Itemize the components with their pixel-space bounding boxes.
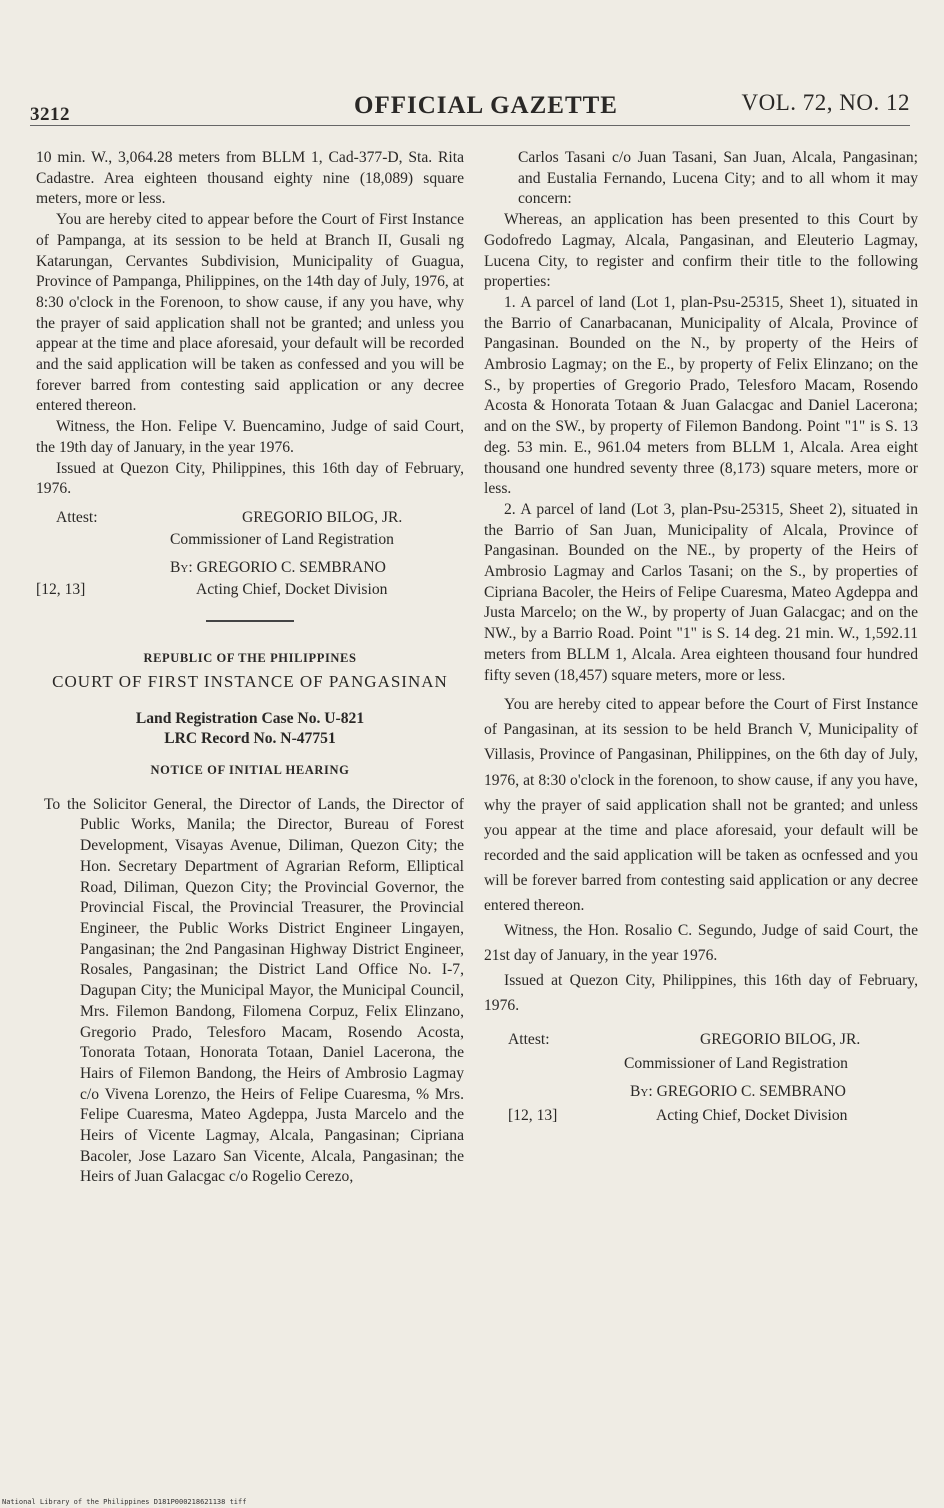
right-column [484,148,918,1124]
page-number: 3212 [30,104,70,125]
court-heading: COURT OF FIRST INSTANCE OF PANGASINAN [52,671,448,691]
section-divider [206,620,294,622]
right-lower-section [484,692,918,1124]
citation-paragraph: You are hereby cited to appear before the Court of First Instance of Pampanga, at its session to be held at Branch II, Gusali ng Katarungan, Cervantes Subdivision, Municipality of Guagua, Province of Pampanga, Philippines, on the 14th day of July, 1976, at 8:30 o'clock in the Forenoon, to show cause, if any you have, why the prayer of said application shall not be granted; and unless you appear at the time and place aforesaid, your default will be recorded and the said application will be taken as confessed and you will be forever barred from contesting said application or any decree entered thereon. [36,211,464,415]
republic-heading: REPUBLIC OF THE PHILIPPINES [143,650,357,665]
whereas-paragraph: Whereas, an application has been presented to this Court by Godofredo Lagmay, Alcala, Pangasinan, and Eleuterio Lagmay, Lucena City, to register and confirm their title to the following properties: [484,211,918,291]
lot-description-continued: 10 min. W., 3,064.28 meters from BLLM 1, Cad-377-D, Sta. Rita Cadastre. Area eighteen thousand eighty nine (18,089) square meters, more or less. [36,149,464,208]
issued-paragraph-right: Issued at Quezon City, Philippines, this 16th day of February, 1976. [484,972,918,1015]
by-line: By: GREGORIO C. SEMBRANO [170,558,386,576]
attest-label-right: Attest: [508,1030,550,1048]
case-number: Land Registration Case No. U-821 [135,709,365,727]
attest-title-right: Commissioner of Land Registration [624,1054,848,1072]
attest-label: Attest: [56,508,98,526]
citation-paragraph-right: You are hereby cited to appear before the Court of First Instance of Pangasinan, at its session to be held Branch V, Municipality of Villasis, Province of Pangasinan, Philippines, on the 6th day of July, 1976, at 8:30 o'clock in the forenoon, to show cause, if any you have, why the prayer of said application shall not be granted; and unless you appear at the time and place aforesaid, your default will be recorded and the said application will be taken as ocnfessed and you will be forever barred from contesting said application or any decree entered thereon. [484,696,918,915]
lrc-record: LRC Record No. N-47751 [164,730,336,748]
header-rule [30,125,910,126]
parcel-2-paragraph: 2. A parcel of land (Lot 3, plan-Psu-25315, Sheet 2), situated in the Barrio of San Juan, Municipality of Alcala, Province of Pangasinan. Bounded on the NE., by property of the Heirs of Ambrosio Lagmay and Carlos Tasani; on the S., by properties of Cipriana Bacoler, the Heirs of Felipe Cuaresma, Mateo Agdeppa and Justa Marcelo; on the W., by property of Juan Galacgac; and on the NW., by a Barrio Road. Point "1" is S. 14 deg. 21 min. W., 1,592.11 meters from BLLM 1, Alcala. Area eighteen thousand four hundred fifty seven (18,457) square meters, more or less. [484,500,918,684]
publication-title: OFFICIAL GAZETTE [354,92,618,119]
attestation-block-right [484,1023,918,1124]
issue-code: [12, 13] [36,580,86,598]
attest-title: Commissioner of Land Registration [170,530,394,548]
addressees-paragraph: To the Solicitor General, the Director of Lands, the Director of Public Works, Manila; the Director, Bureau of Forest Development, Visayas Avenue, Diliman, Quezon City; the Hon. Secretary Department of Agrarian Reform, Elliptical Road, Diliman, Quezon City; the Provincial Governor, the Provincial Fiscal, the Provincial Treasurer, the Provincial Engineer, the Public Works District Engineer Lingayen, Pangasinan; the 2nd Pangasinan Highway District Engineer, Rosales, Pangasinan; the District Land Office No. I-7, Dagupan City; the Municipal Mayor, the Municipal Council, Mrs. Filemon Bandong, Filomena Corpuz, Felix Elinzano, Gregorio Prado, Telesforo Macam, Rosendo Acosta, Tonorata Totaan, Honorata Totaan, Daniel Lacerona, the Hairs of Filemon Bandong, the Heirs of Ambrosio Lagmay c/o Vivena Lorenzo, the Heirs of Felipe Cuaresma, % Mrs. Felipe Cuaresma, Mateo Agdeppa, Justa Marcelo and the Heirs of Vicente Lagmay, Alcala, Pangasinan; Cipriana Bacoler, Jose Lazaro San Vicente, Alcala, Pangasinan; the Heirs of Juan Galacgac c/o Rogelio Cerezo, [44,795,464,1186]
left-column [36,148,464,1188]
by-title: Acting Chief, Docket Division [196,580,388,598]
witness-paragraph-right: Witness, the Hon. Rosalio C. Segundo, Judge of said Court, the 21st day of January, in the year 1976. [484,922,918,965]
notice-heading: NOTICE OF INITIAL HEARING [150,763,350,778]
scan-footer: National Library of the Philippines D181P000218621138 tiff [2,1498,247,1506]
witness-paragraph: Witness, the Hon. Felipe V. Buencamino, Judge of said Court, the 19th day of January, in the year 1976. [36,418,464,456]
attest-name-right: GREGORIO BILOG, JR. [700,1030,861,1048]
volume-number: VOL. 72, NO. 12 [741,90,910,115]
attest-name: GREGORIO BILOG, JR. [242,508,403,526]
issued-paragraph: Issued at Quezon City, Philippines, this 16th day of February, 1976. [36,459,464,498]
by-title-right: Acting Chief, Docket Division [656,1106,848,1124]
page-header [30,84,910,128]
attestation-block [36,506,464,598]
parcel-1-paragraph: 1. A parcel of land (Lot 1, plan-Psu-25315, Sheet 1), situated in the Barrio of Canarbacanan, Municipality of Alcala, Province of Pangasinan. Bounded on the N., by property of the Heirs of Ambrosio Lagmay; on the E., by property of Felix Elinzano; on the S., by properties of Gregorio Prado, Telesforo Macam, Rosendo Acosta & Honorata Totaan & Juan Galacgac and Daniel Lacerona; and on the SW., by property of Filemon Bandong. Point "1" is S. 13 deg. 53 min. E., 961.04 meters from BLLM 1, Alcala. Area eight thousand one hundred seventy three (8,173) square meters, more or less. [484,293,918,498]
by-line-right: By: GREGORIO C. SEMBRANO [630,1082,846,1100]
addressees-continued: Carlos Tasani c/o Juan Tasani, San Juan, Alcala, Pangasinan; and Eustalia Fernando, Lucena City; and to all whom it may concern: [518,149,918,208]
issue-code-right: [12, 13] [508,1106,558,1124]
